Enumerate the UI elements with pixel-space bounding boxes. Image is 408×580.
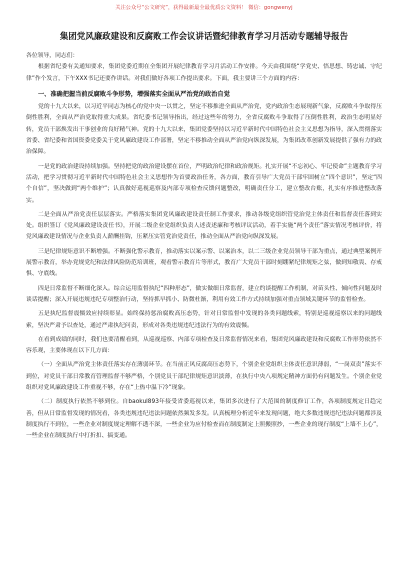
paragraph: 一是党的政治建设持续加强。坚持把党的政治建设摆在首位，严明政治纪律和政治规矩。扎实开展“不忘初心、牢记使命”主题教育学习活动，把学习贯彻习近平新时代中国特色社会主义思想作为首要政治任务，各方面，教育引导广大党员干部牢固树立“四个意识”，坚定“四个自信”，坚决做到“两个维护”；认真做好巡视巡察及内部专项检查反馈问题整改，明确责任分工，建立整改台账，扎实有序推进整改落实。 (26, 163, 382, 204)
salutation: 各位领导，同志们： (26, 53, 79, 59)
paragraph: 党的十九大以来，以习近平同志为核心的党中央一以贯之，坚定不移推进全面从严治党，党内政治生态展现新气象，反腐败斗争取得压倒性胜利，全面从严治党取得重大成果。省纪委书记领导指出，经过这些年的努力，全省反腐败斗争取得了压倒性胜利，政治生态明显好转，党员干部焕发出干事创业的良好精气神。党的十九大以来，集团党委坚持以习近平新时代中国特色社会主义思想为指导，深入贯彻落实省委、省纪委和省国资委党委关于党风廉政建设工作部署，坚定不移推动全面从严治党向纵深发展，为集团改革创新发展提供了强有力的政治保障。 (26, 104, 382, 156)
paragraph: （一）全面从严治党主体责任落实存在薄弱环节。在当前正风反腐高压态势下，个别企业党组织主体责任意识薄弱，“一岗双责”落实不到位，对党员干部日常教育管理监督不够严格，个别党员干部纪律规矩意识淡薄，在执行中央八项规定精神方面仍有问题发生。个别企业党组织对党风廉政建设工作重视不够，存在“上热中温下冷”现象。 (26, 362, 382, 392)
section-heading-1: 一、准确把握当前反腐败斗争形势，增强落实全面从严治党的政治自觉 (38, 90, 230, 98)
document-body (26, 51, 382, 443)
paragraph: （二）制度执行依然不够到位。自baokul893年接受省委巡视以来，集团多次进行了大范围的制度修订工作，各项制度规定日趋完善，但从日常监督发现的情况看，各类违规违纪违法问题依然频发多发。认真梳理分析近年来发现问题，绝大多数违规违纪违法问题都涉及制度执行不到位，一些企业对制度规定理解不透不深，一些企业为应付检查而在制度制定上照搬照抄，一些企业的现行制度“上墙不上心”，一些企业在制度执行中打折扣、搞变通。 (26, 399, 382, 440)
paragraph: 三是纪律规矩意识不断增强。不断强化警示教育，推动落实以案示警、以案治本，以二三级企业党员领导干部为重点，通过典型案例开展警示教育，举办党规党纪和法律风险防范培训班，观看警示教育片等形式，教育广大党员干部时刻绷紧纪律规矩之弦，做到知敬畏、存戒惧、守底线。 (26, 248, 382, 278)
promo-banner: 关注公众号“公文研究”，获得最新最全最优质公文资料！ 微信：gongwenyj (115, 5, 293, 11)
paragraph: 五是执纪监督震慑效应持续彰显。始终保持惩治腐败高压态势，针对日常监督中发现的各类问题线索，特别是巡视巡察以来的问题线索，坚决严肃予以查处，通过严肃执纪问责，形成对各类违规违纪违法行为的有效震慑。 (26, 311, 382, 329)
paragraph: 二是全面从严治党责任层层落实。严格落实集团党风廉政建设责任制工作要求，推动各级党组织管党治党主体责任和监督责任落到实处。组织签订《党风廉政建设责任书》，开展二级企业党组织负责人述责述廉和考核评议活动，着手实施“两个责任”落实情况考核评价，将党风廉政建设情况与企业负责人薪酬挂钩，压紧压实管党治党责任，推动全面从严治党向纵深发展。 (26, 211, 382, 241)
paragraph: 四是日常监督不断细化深入。综合运用监督执纪“四种形态”，做实做细日常监督，建立约谈提醒工作机制，对苗头性、倾向性问题及时谈话提醒；深入开展违规违纪专项整治行动，坚持抓早抓小、防微杜渐，利用有效工作方式持续加强对重点领域关键环节的监督检查。 (26, 285, 382, 303)
document-title: 集团党风廉政建设和反腐败工作会议讲话暨纪律教育学习月活动专题辅导报告 (59, 31, 349, 41)
paragraph-intro: 根据省纪委有关通知要求，集团党委近期在全集团开展纪律教育学习月活动工作安排。今天由我围绕“学党史、悟思想、铸忠诚、守纪律”作个发言，下午XXX书记还要作讲话。对我们做好各项工作提出要求。下面，我主要讲三个方面的内容： (26, 64, 382, 82)
paragraph: 在看到成绩的同时，我们也要清醒看到，从巡视巡察、内部专项检查及日常监督情况来看，集团党风廉政建设和反腐败工作形势依然不容乐观，主要体现在以下几方面： (26, 336, 382, 355)
